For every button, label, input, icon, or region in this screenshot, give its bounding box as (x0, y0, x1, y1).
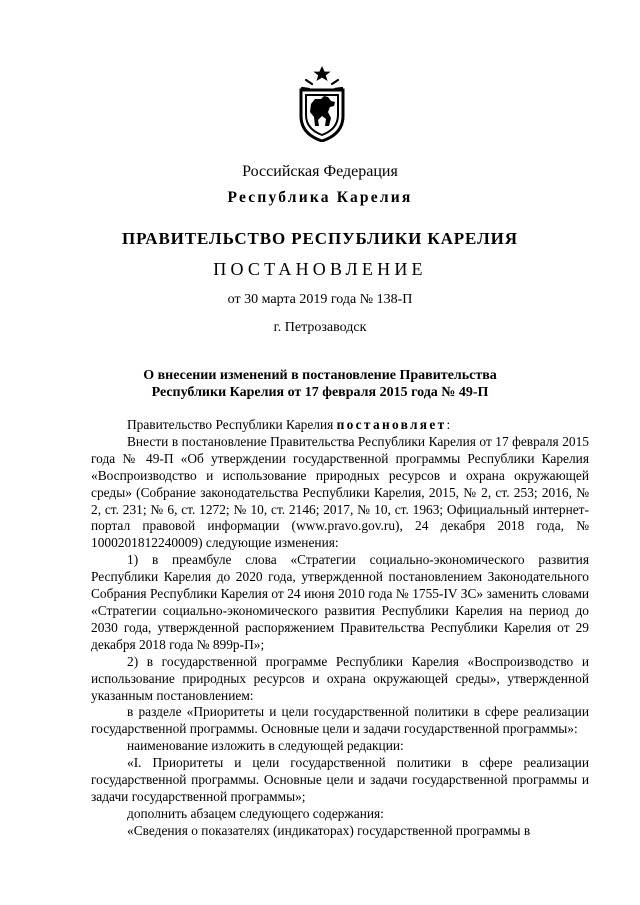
intro-suffix: : (446, 417, 451, 432)
paragraph-section: в разделе «Приоритеты и цели государственной политики в сфере реализации государственной программы. Основные цели и задачи государственной программы»: (91, 704, 589, 737)
paragraph-item-1: 1) в преамбуле слова «Стратегии социально-экономического развития Республики Карелия до 2020 года, утвержденной постановлением Законодательного Собрания Республики Карелия от 24 июня 2010 года № 1755-IV ЗС» заменить словами «Стратегии социально-экономического развития Республики Карелия на период до 2030 года, утвержденной распоряжением Правительства Республики Карелия от 29 декабря 2018 года № 899р-П»; (91, 552, 589, 652)
document-body (91, 417, 589, 840)
paragraph-item-2: 2) в государственной программе Республики Карелия «Воспроизводство и использование природных ресурсов и охрана окружающей среды», утвержденной указанным постановлением: (91, 653, 589, 703)
paragraph-add: дополнить абзацем следующего содержания: (127, 805, 384, 821)
government-heading: ПРАВИТЕЛЬСТВО РЕСПУБЛИКИ КАРЕЛИЯ (122, 229, 518, 248)
document-title-line-1: О внесении изменений в постановление Правительства (143, 368, 497, 383)
intro-prefix: Правительство Республики Карелия (127, 417, 337, 432)
paragraph-new-title: «I. Приоритеты и цели государственной политики в сфере реализации государственной программы. Основные цели и задачи государственной программы и задачи государственной программы»; (91, 755, 589, 804)
republic-name: Республика Карелия (227, 189, 413, 206)
intro-paragraph (91, 417, 589, 434)
document-title-line-2: Республики Карелия от 17 февраля 2015 года № 49-П (151, 385, 489, 400)
paragraph-amend: Внести в постановление Правительства Республики Карелия от 17 февраля 2015 года № 49-П «Об утверждении государственной программы Республики Карелия «Воспроизводство и использование природных ресурсов и охрана окружающей среды» (Собрание законодательства Республики Карелия, 2015, № 2, ст. 253; 2016, № 2, ст. 231; № 6, ст. 1272; № 10, ст. 2146; 2017, № 10, ст. 1963; Официальный интернет-портал правовой информации (www.pravo.gov.ru), 24 декабря 2018 года, № 1000201812240009) следующие изменения: (91, 433, 589, 551)
city-line: г. Петрозаводск (273, 320, 367, 335)
document-type: ПОСТАНОВЛЕНИЕ (213, 259, 427, 279)
date-number-line: от 30 марта 2019 года № 138-П (227, 292, 413, 307)
karelia-coat-of-arms-emblem (297, 66, 347, 142)
paragraph-indicators: «Сведения о показателях (индикаторах) государственной программы в (127, 822, 531, 838)
country-name: Российская Федерация (242, 163, 398, 180)
paragraph-rename: наименование изложить в следующей редакции: (127, 738, 404, 754)
intro-resolves: постановляет (336, 417, 447, 432)
